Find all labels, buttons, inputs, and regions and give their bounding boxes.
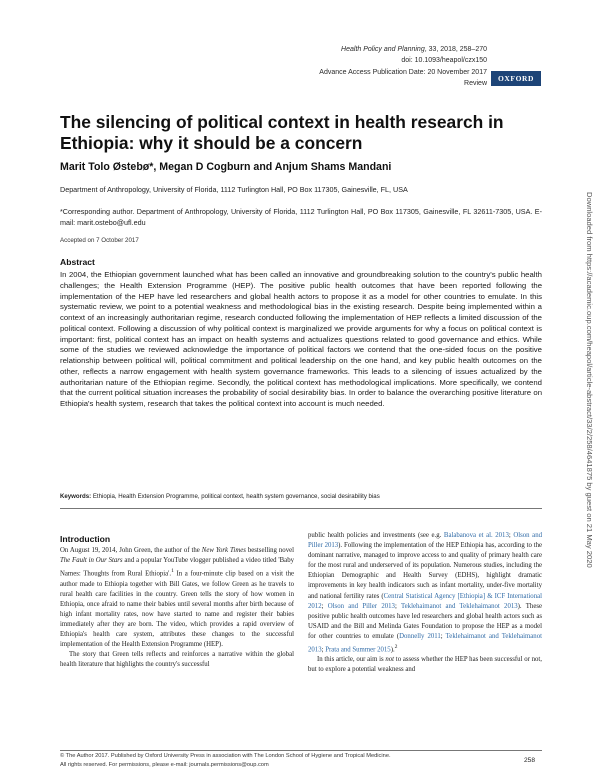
- footer-divider: [60, 750, 542, 751]
- citation-link[interactable]: Olson and Piller 2013: [327, 602, 395, 610]
- journal-citation: [187, 44, 487, 55]
- citation-link[interactable]: Olson and Piller 2013: [308, 532, 542, 550]
- volume-pages: , 33, 2018, 258–270: [424, 46, 487, 53]
- citation-link[interactable]: Prata and Summer 2015: [325, 646, 391, 654]
- keywords-list: Ethiopia, Health Extension Programme, political context, health system governance, social desirability bias: [91, 493, 380, 500]
- intro-paragraph-3: In this article, our aim is not to assess whether the HEP has been successful or not, but to explore a potential weakness and: [308, 656, 542, 674]
- abstract-text: In 2004, the Ethiopian government launched what has been called an innovative and groundbreaking solution to the country's public health challenges; the Health Extension Programme (HEP). The positive public health outcomes that have been reported following the implementation of the HEP have led researchers and global health actors to propose it as a model for other countries to emulate. In this systematic review, we point to a potential weakness and methodological bias in the existing research. Despite being implemented within a context of an increasingly authoritarian regime, research conducted following the implementation of HEP reflects a limited discussion of the political context. Following a discussion of why political context is marginalized we provide arguments for why a focus on political context is important: first, political context has an impact on health systems and actualizes questions related to good governance and ethics. While some of the studies we reviewed acknowledge the importance of political factors we contend that the one-sided focus on the positive relationship between political will, political commitment and political leadership on the one hand, and key public health outcomes on the other, reflects a narrow engagement with health system governance frameworks. This leads to a silencing of issues actualized by the authoritarian nature of the Ethiopian regime. Secondly, the political context has methodological implications. More specifically, we contend that the current political situation increases the probability of social desirability bias. In order to balance the overarching positive literature on Ethiopia's health system, research that takes the political context into account is much needed.: [60, 270, 542, 408]
- citation-link[interactable]: Teklehaimanot and Teklehaimanot 2013: [308, 632, 542, 654]
- section-divider: [60, 508, 542, 509]
- download-watermark: Downloaded from https://academic.oup.com/heapol/article-abstract/33/2/258/4641875 by guest on 21 May 2020: [585, 192, 594, 568]
- article-title: The silencing of political context in health research in Ethiopia: why it should be a concern: [60, 112, 504, 153]
- introduction-heading: Introduction: [60, 534, 111, 544]
- citation-link[interactable]: Central Statistical Agency [Ethiopia] & ICF International 2012: [308, 592, 542, 610]
- intro-paragraph-2-cont: public health policies and investments (see e.g. Balabanova et al. 2013; Olson and Piller 2013). Following the implementation of the HEP Ethiopia has, according to the dominant narrative, managed to improve access to and quality of primary health care for the most rural and underserved of its population. Numerous studies, including the Ethiopian Demographic and Health Survey (EDHS), highlight dramatic improvements in key health indicators such as infant mortality, under-five mortality and national fertility rates (Central Statistical Agency [Ethiopia] & ICF International 2012; Olson and Piller 2013; Teklehaimanot and Teklehaimanot 2013). These positive public health outcomes have led researchers and global health actors such as USAID and the Bill and Melinda Gates Foundation to propose the HEP as a model for other countries to emulate (Donnelly 2011; Teklehaimanot and Teklehaimanot 2013; Prata and Summer 2015).$^2$: [308, 532, 542, 654]
- body-column-right: [308, 531, 542, 744]
- affiliation: Department of Anthropology, University of Florida, 1112 Turlington Hall, PO Box 117305, Gainesville, FL, USA: [60, 185, 408, 194]
- abstract-heading: Abstract: [60, 257, 95, 267]
- author-list: Marit Tolo Østebø*, Megan D Cogburn and Anjum Shams Mandani: [60, 161, 392, 173]
- accepted-date: Accepted on 7 October 2017: [60, 237, 139, 244]
- body-column-left: [60, 546, 294, 744]
- intro-paragraph-1: On August 19, 2014, John Green, the author of the New York Times bestselling novel The Fault in Our Stars and a popular YouTube vlogger published a video titled 'Baby Names: Thoughts from Rural Ethiopia'.$^1$ In a four-minute clip based on a visit the author made to Ethiopia together with Bill Gates, we follow Green as he travels to rural health care facilities in the country. Green tells the story of how women in Ethiopia, once afraid to name their babies until several months after birth because of high infant mortality rates, now have started to name and register their babies immediately after they are born. The video, which provides a rapid overview of Ethiopia's health care system, attributes these changes to the successful implementation of the Health Extension Programme (HEP).: [60, 547, 294, 649]
- article-metadata: [187, 44, 487, 90]
- doi[interactable]: doi: 10.1093/heapol/czx150: [401, 57, 487, 65]
- citation-link[interactable]: Teklehaimanot and Teklehaimanot 2013: [400, 602, 518, 610]
- footnote-ref[interactable]: 2: [394, 644, 398, 651]
- oxford-logo: OXFORD: [491, 71, 541, 86]
- advance-access-date: Advance Access Publication Date: 20 November 2017: [319, 68, 487, 76]
- copyright-notice: [60, 752, 391, 770]
- corresponding-author: *Corresponding author. Department of Anthropology, University of Florida, 1112 Turlington Hall, PO Box 117305, Gainesville, FL 32611-7305, USA. E-mail: marit.ostebo@ufl.edu: [60, 207, 542, 228]
- keywords-label: Keywords:: [60, 493, 92, 500]
- copyright-line: © The Author 2017. Published by Oxford University Press in association with The London School of Hygiene and Tropical Medicine.: [60, 753, 391, 759]
- page-number: 258: [524, 757, 536, 764]
- permissions-line: All rights reserved. For permissions, please e-mail: journals.permissions@oup.com: [60, 762, 269, 768]
- citation-link[interactable]: Balabanova et al. 2013: [443, 532, 509, 539]
- intro-paragraph-2: The story that Green tells reflects and reinforces a narrative within the global health literature that highlights the country's successful: [60, 651, 294, 669]
- footnote-ref[interactable]: 1: [171, 568, 174, 575]
- keywords: [60, 493, 542, 500]
- citation-link[interactable]: Donnelly 2011: [399, 632, 441, 640]
- article-type: Review: [464, 80, 487, 88]
- journal-name: Health Policy and Planning: [341, 46, 425, 53]
